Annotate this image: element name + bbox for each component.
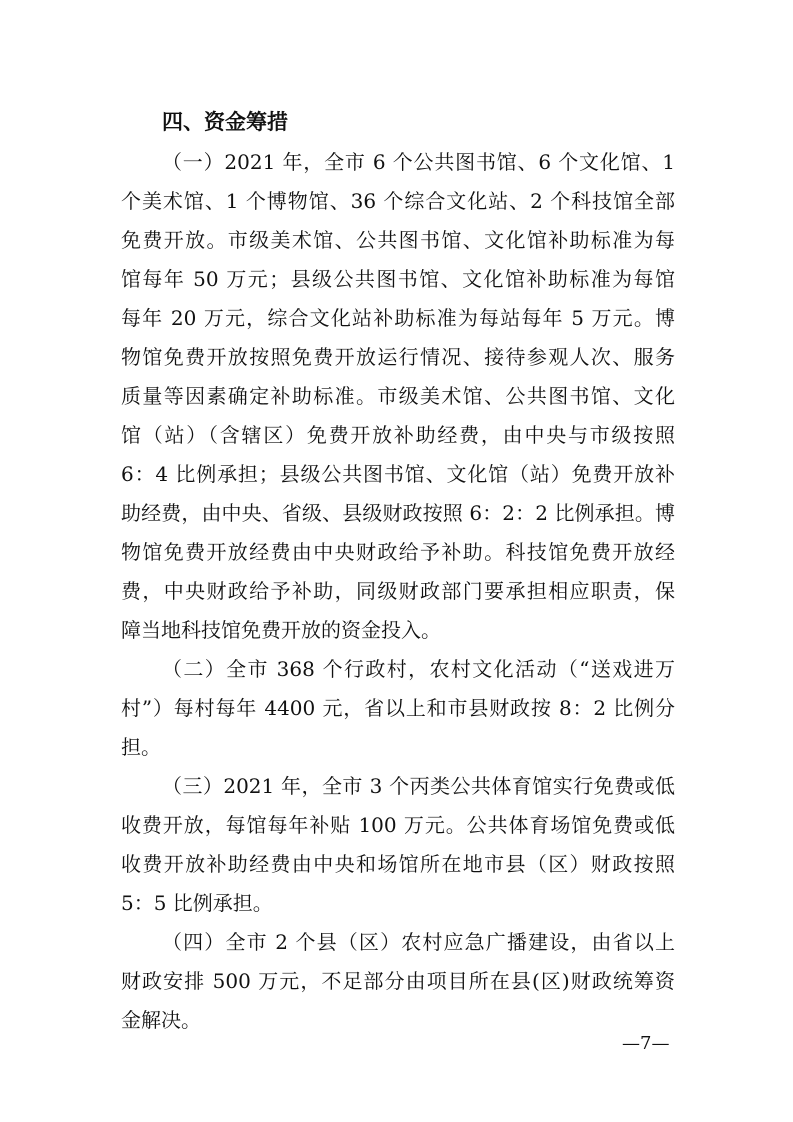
paragraph-1-line-1: （一）2021 年，全市 6 个公共图书馆、6 个文化馆、1 (162, 150, 675, 174)
paragraph-3-line-1: （三）2021 年，全市 3 个丙类公共体育馆实行免费或低 (162, 774, 675, 798)
paragraph-2-line-2: 村”）每村每年 4400 元，省以上和市县财政按 8：2 比例分 (121, 696, 675, 720)
paragraph-1-line-7: 质量等因素确定补助标准。市级美术馆、公共图书馆、文化 (121, 384, 675, 408)
paragraph-1-line-8: 馆（站）（含辖区）免费开放补助经费，由中央与市级按照 (121, 423, 675, 447)
paragraph-1-line-3: 免费开放。市级美术馆、公共图书馆、文化馆补助标准为每 (121, 228, 675, 252)
paragraph-1-line-10: 助经费，由中央、省级、县级财政按照 6：2：2 比例承担。博 (121, 501, 675, 525)
paragraph-1-line-4: 馆每年 50 万元；县级公共图书馆、文化馆补助标准为每馆 (121, 267, 675, 291)
paragraph-1-line-9: 6：4 比例承担；县级公共图书馆、文化馆（站）免费开放补 (121, 462, 675, 486)
paragraph-1-line-11: 物馆免费开放经费由中央财政给予补助。科技馆免费开放经 (121, 540, 675, 564)
section-heading: 四、资金筹措 (162, 110, 288, 134)
paragraph-1-line-5: 每年 20 万元，综合文化站补助标准为每站每年 5 万元。博 (121, 306, 675, 330)
paragraph-2-line-1: （二）全市 368 个行政村，农村文化活动（“送戏进万 (162, 657, 675, 681)
paragraph-1-line-6: 物馆免费开放按照免费开放运行情况、接待参观人次、服务 (121, 345, 675, 369)
paragraph-4-line-1: （四）全市 2 个县（区）农村应急广播建设，由省以上 (162, 930, 675, 954)
page-number: —7— (622, 1033, 670, 1054)
paragraph-3-line-2: 收费开放，每馆每年补贴 100 万元。公共体育场馆免费或低 (121, 813, 675, 837)
paragraph-1-line-2: 个美术馆、1 个博物馆、36 个综合文化站、2 个科技馆全部 (121, 189, 675, 213)
paragraph-1-line-13: 障当地科技馆免费开放的资金投入。 (121, 618, 441, 642)
paragraph-3-line-3: 收费开放补助经费由中央和场馆所在地市县（区）财政按照 (121, 852, 675, 876)
paragraph-4-line-2: 财政安排 500 万元，不足部分由项目所在县(区)财政统筹资 (121, 969, 675, 993)
paragraph-1-line-12: 费，中央财政给予补助，同级财政部门要承担相应职责，保 (121, 579, 675, 603)
paragraph-2-line-3: 担。 (121, 735, 161, 759)
paragraph-3-line-4: 5：5 比例承担。 (121, 891, 273, 915)
paragraph-4-line-3: 金解决。 (121, 1008, 201, 1032)
